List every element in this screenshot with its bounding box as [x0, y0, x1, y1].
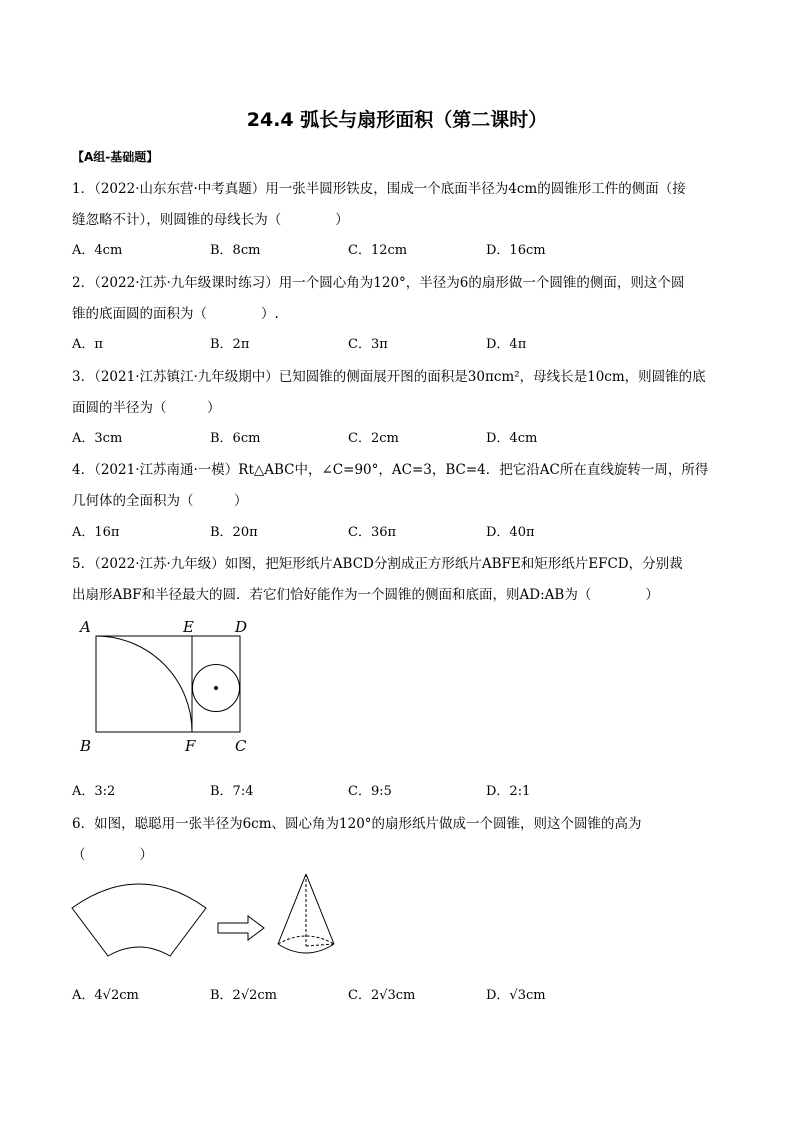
question-6-option-d: D．√3cm	[486, 988, 546, 1003]
question-4-line-2: 几何体的全面积为（ ）	[72, 493, 248, 509]
label-a: A	[80, 618, 91, 636]
sector-to-cone-figure	[66, 866, 356, 970]
question-5-option-d: D．2:1	[486, 784, 531, 799]
question-6-line-1: 6．如图，聪聪用一张半径为6cm、圆心角为120°的扇形纸片做成一个圆锥，则这个圆锥的高为	[72, 816, 642, 832]
question-3-line-1: 3．（2021·江苏镇江·九年级期中）已知圆锥的侧面展开图的面积是30πcm²，母线长是10cm，则圆锥的底	[72, 369, 706, 385]
question-1-line-1: 1．（2022·山东东营·中考真题）用一张半圆形铁皮，围成一个底面半径为4cm的圆锥形工件的侧面（接	[72, 181, 686, 197]
question-3-option-c: C．2cm	[348, 431, 399, 446]
question-5-option-c: C．9:5	[348, 784, 392, 799]
circle-center-dot	[214, 686, 218, 690]
rectangle-abcd	[96, 636, 240, 732]
page-title: 24.4 弧长与扇形面积（第二课时）	[246, 109, 548, 131]
question-2-line-1: 2．（2022·江苏·九年级课时练习）用一个圆心角为120°，半径为6的扇形做一个圆锥的侧面，则这个圆	[72, 275, 685, 291]
question-4-option-a: A．16π	[72, 525, 120, 540]
rectangle-figure	[72, 612, 272, 760]
question-4-option-d: D．40π	[486, 525, 535, 540]
question-1-option-d: D．16cm	[486, 243, 546, 258]
question-1-option-c: C．12cm	[348, 243, 408, 258]
label-e: E	[183, 618, 194, 636]
question-3-option-a: A．3cm	[72, 431, 123, 446]
question-6-option-a: A．4√2cm	[72, 988, 139, 1003]
cone-radius-line	[306, 944, 334, 946]
question-5-line-1: 5．（2022·江苏·九年级）如图，把矩形纸片ABCD分割成正方形纸片ABFE和矩形纸片EFCD，分别裁	[72, 556, 683, 572]
question-2-option-a: A．π	[72, 337, 103, 352]
question-1-option-a: A．4cm	[72, 243, 123, 258]
sector-fan-shape	[72, 884, 206, 956]
label-b: B	[80, 737, 92, 755]
question-3-option-b: B．6cm	[210, 431, 261, 446]
label-d: D	[235, 618, 248, 636]
label-c: C	[235, 737, 247, 755]
label-f: F	[185, 737, 196, 755]
question-6-option-b: B．2√2cm	[210, 988, 277, 1003]
cone-left-slant	[278, 874, 306, 944]
question-4-line-1: 4．（2021·江苏南通·一模）Rt△ABC中，∠C=90°，AC=3，BC=4．把它沿AC所在直线旋转一周，所得	[72, 462, 709, 478]
question-5-option-b: B．7:4	[210, 784, 254, 799]
question-3-line-2: 面圆的半径为（ ）	[72, 400, 221, 416]
question-1-line-2: 缝忽略不计），则圆锥的母线长为（ ）	[72, 212, 349, 228]
question-2-option-b: B．2π	[210, 337, 250, 352]
question-3-option-d: D．4cm	[486, 431, 538, 446]
question-6-line-2: （ ）	[72, 847, 153, 863]
cone-right-slant	[306, 874, 334, 944]
question-2-line-2: 锥的底面圆的面积为（ ）.	[72, 306, 279, 322]
question-2-option-c: C．3π	[348, 337, 388, 352]
question-4-option-b: B．20π	[210, 525, 258, 540]
section-heading: 【A组-基础题】	[72, 150, 159, 164]
question-2-option-d: D．4π	[486, 337, 527, 352]
question-1-option-b: B．8cm	[210, 243, 261, 258]
question-5-option-a: A．3:2	[72, 784, 116, 799]
right-arrow-icon	[218, 916, 264, 940]
question-4-option-c: C．36π	[348, 525, 397, 540]
question-5-line-2: 出扇形ABF和半径最大的圆．若它们恰好能作为一个圆锥的侧面和底面，则AD:AB为（ ）	[72, 587, 659, 603]
question-6-option-c: C．2√3cm	[348, 988, 416, 1003]
sector-arc-abf	[96, 636, 192, 732]
